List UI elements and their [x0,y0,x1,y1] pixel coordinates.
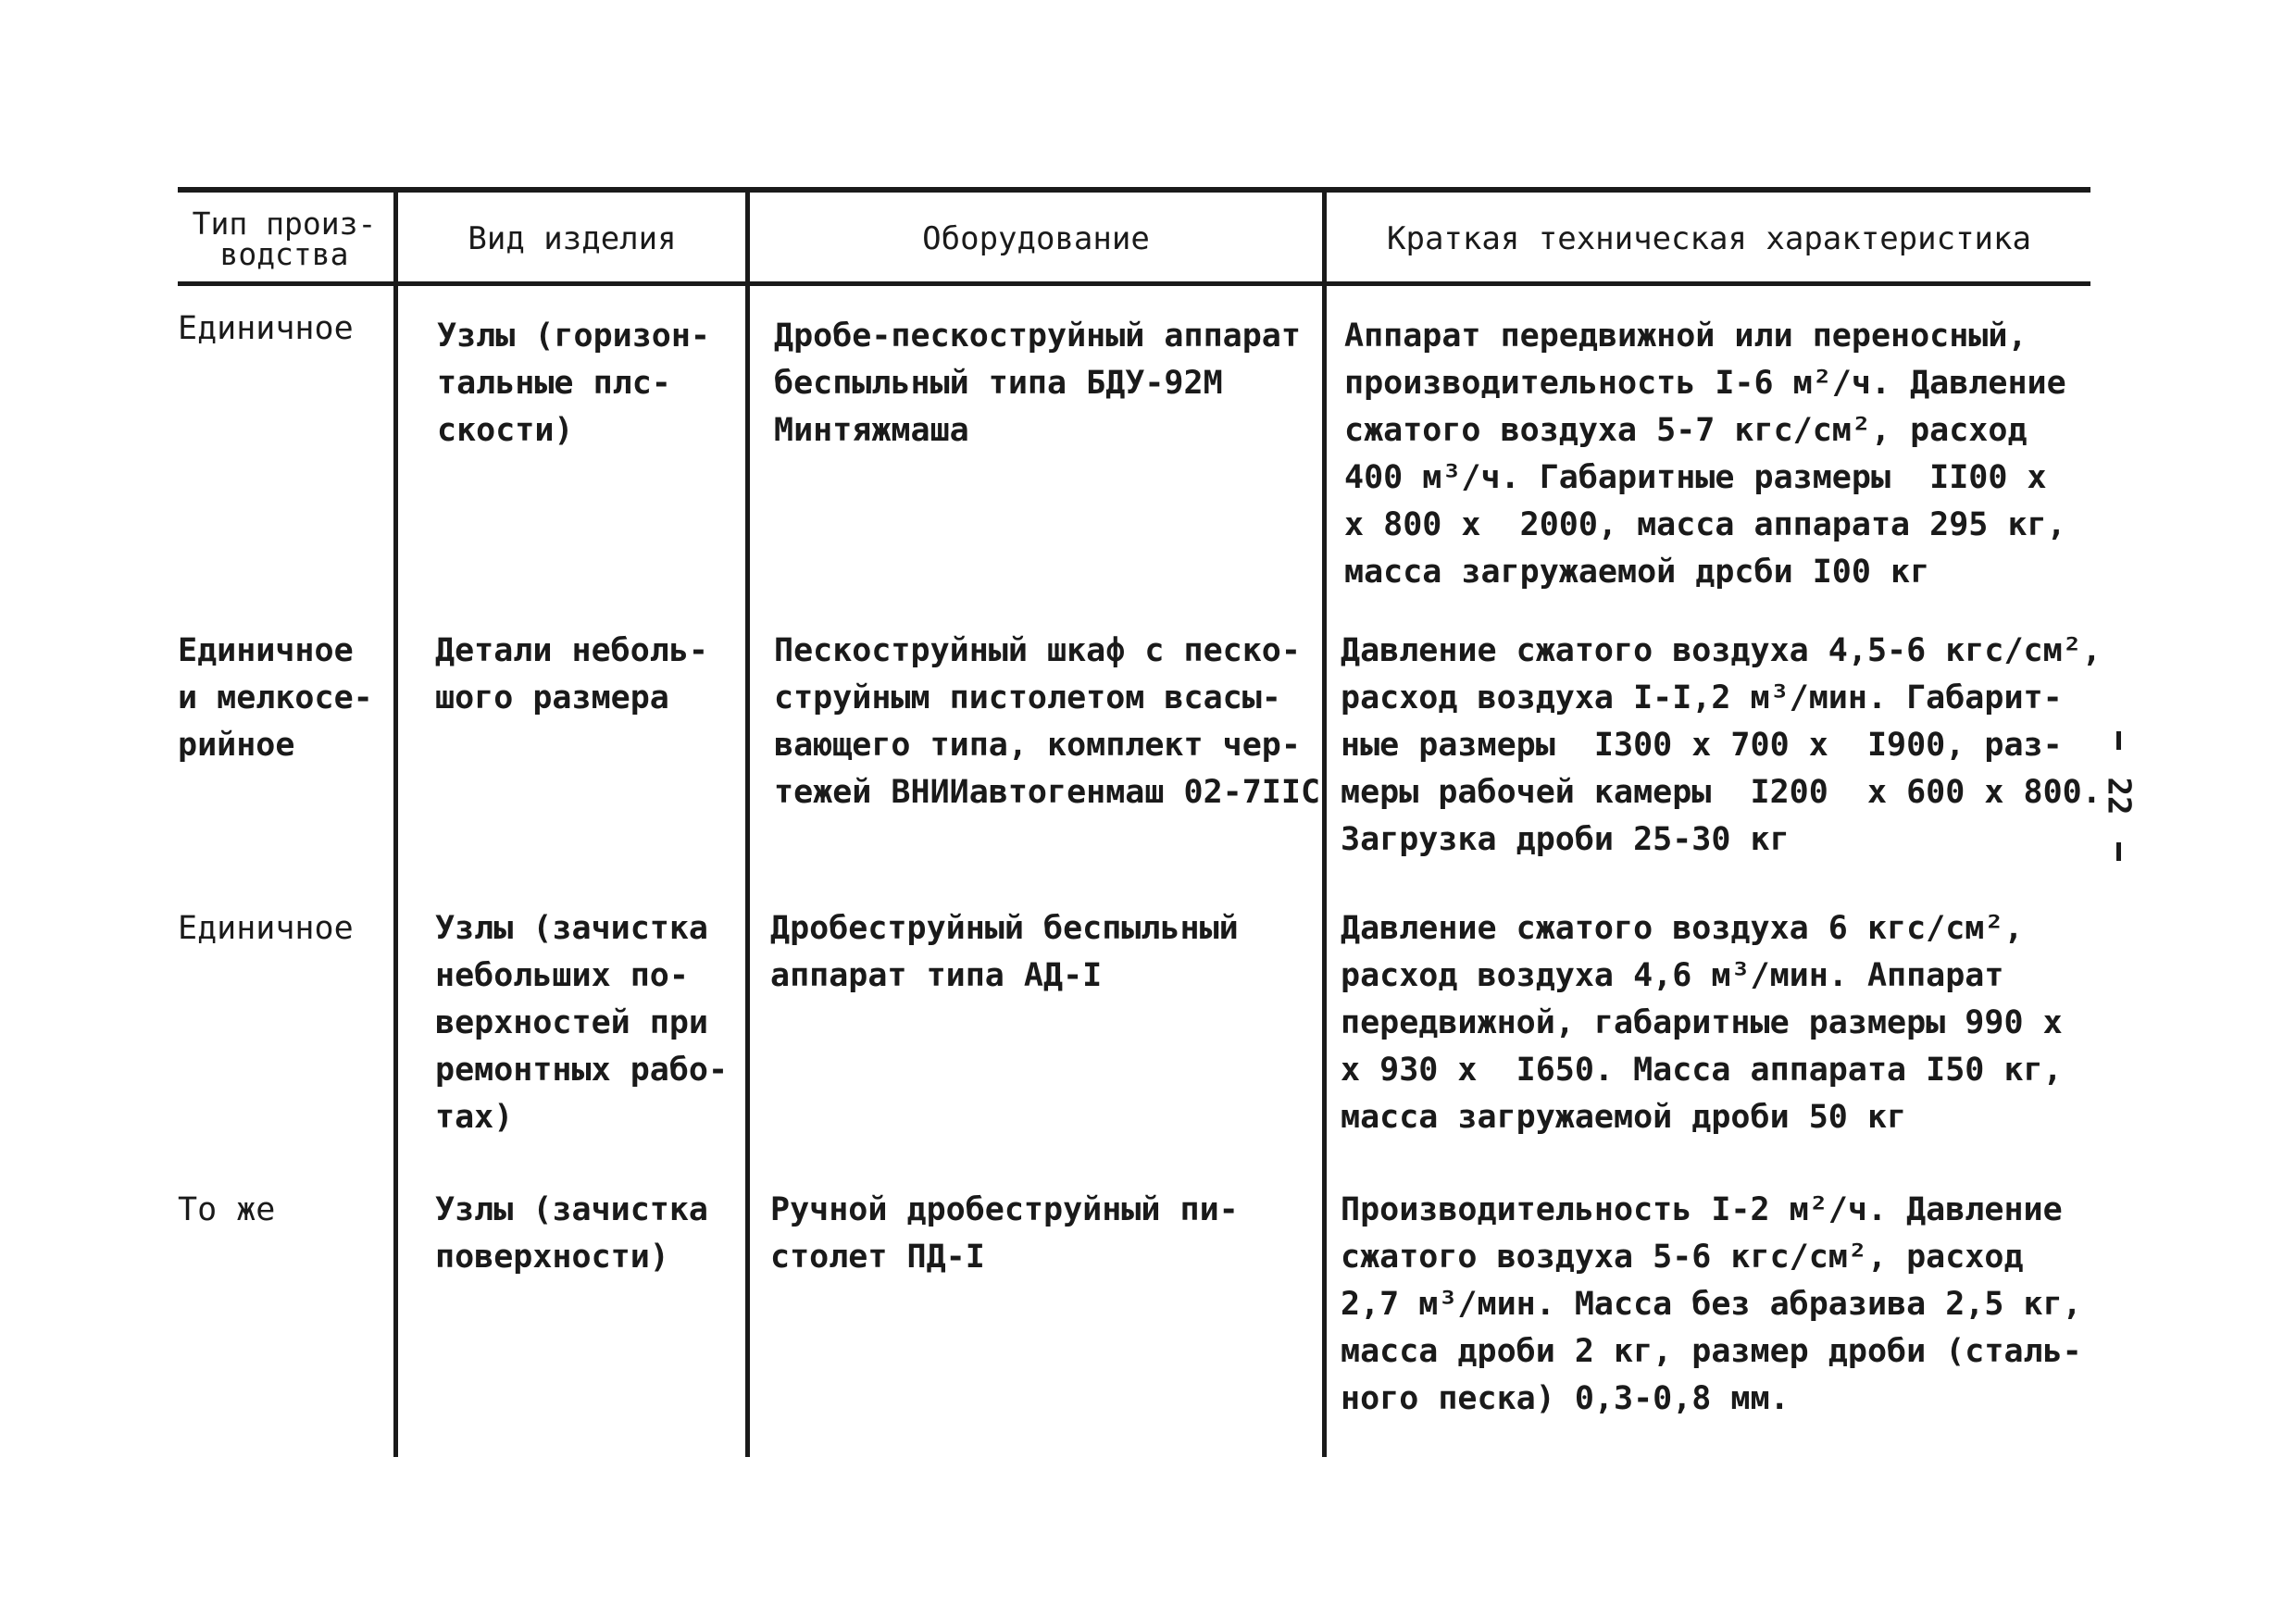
row2-specs: Давление сжатого воздуха 4,5-6 кгс/см², расход воздуха I-I,2 м³/мин. Габарит- ные размеры I300 х 700 х I900, раз- меры рабочей камеры I200 х 600 х 800. Загрузка дроби 25-30 кг [1341,632,2102,858]
page-number-dash-top [2116,731,2121,750]
table-header-rule [178,281,2090,286]
table-top-rule [178,187,2090,193]
row4-production-type: То же [178,1191,276,1228]
column-divider-2 [745,187,750,1457]
header-product: Вид изделия [468,220,677,257]
header-production-type: Тип произ- водства [192,205,377,272]
row3-specs: Давление сжатого воздуха 6 кгс/см², расход воздуха 4,6 м³/мин. Аппарат передвижной, габаритные размеры 990 х х 930 х I650. Масса аппарата I50 кг, масса загружаемой дроби 50 кг [1341,910,2063,1136]
header-equipment: Оборудование [922,220,1150,257]
row1-specs: Аппарат передвижной или переносный, производительность I-6 м²/ч. Давление сжатого воздуха 5-7 кгс/см², расход 400 м³/ч. Габаритные размеры II00 х х 800 х 2000, масса аппарата 295 кг, масса загружаемой дрсби I00 кг [1344,318,2066,591]
row2-production-type: Единичное и мелкосе- рийное [178,632,373,764]
row3-product: Узлы (зачистка небольших по- верхностей при ремонтных рабо- тах) [435,910,729,1136]
row4-product: Узлы (зачистка поверхности) [435,1191,709,1276]
page-number-dash-bottom [2116,842,2121,861]
row1-product: Узлы (горизон- тальные плс- скости) [437,318,711,449]
page-number [2100,731,2137,861]
row3-equipment: Дробеструйный беспыльный аппарат типа АД-I [770,910,1239,994]
column-divider-1 [393,187,398,1457]
row4-equipment: Ручной дробеструйный пи- столет ПД-I [770,1191,1239,1276]
page-number-text: 22 [2100,777,2138,816]
row2-equipment: Пескоструйный шкаф с песко- струйным пистолетом всасы- вающего типа, комплект чер- тежей ВНИИавтогенмаш 02-7IIC [774,632,1321,811]
column-divider-3 [1322,187,1327,1457]
row2-product: Детали неболь- шого размера [435,632,709,716]
header-specs: Краткая техническая характеристика [1387,220,2031,257]
row4-specs: Производительность I-2 м²/ч. Давление сжатого воздуха 5-6 кгс/см², расход 2,7 м³/мин. Масса без абразива 2,5 кг, масса дроби 2 кг, размер дроби (сталь- ного песка) 0,3-0,8 мм. [1341,1191,2082,1417]
row3-production-type: Единичное [178,910,354,947]
row1-production-type: Единичное [178,310,354,347]
row1-equipment: Дробе-пескоструйный аппарат беспыльный типа БДУ-92М Минтяжмаша [774,318,1301,449]
